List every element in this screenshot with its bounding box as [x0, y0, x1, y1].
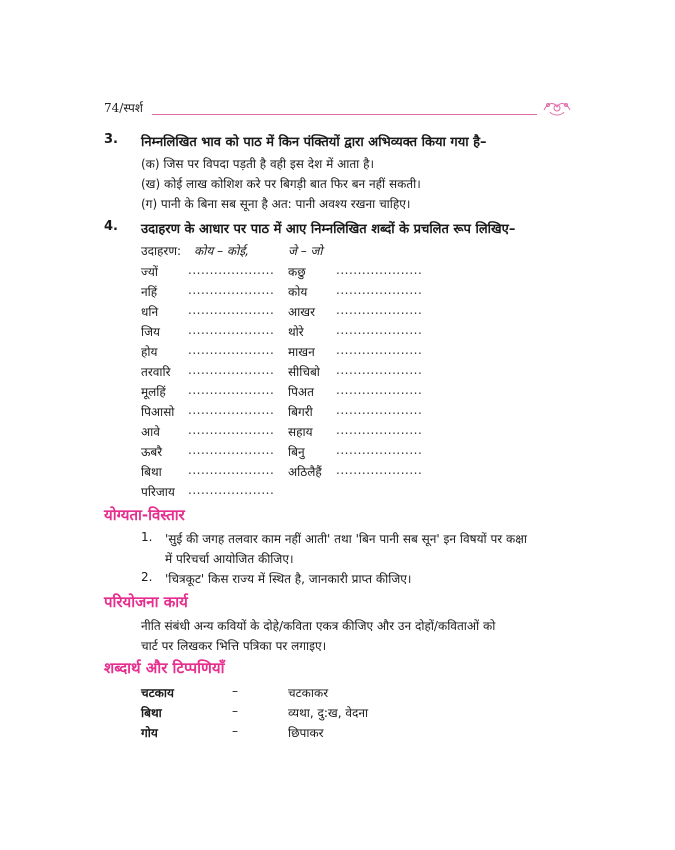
pariyojana-line-2: चार्ट पर लिखकर भित्ति पत्रिका पर लगाइए।	[141, 639, 327, 653]
glossary-word: चटकाय	[141, 686, 174, 700]
q3-item-kha: (ख) कोई लाख कोशिश करे पर बिगड़ी बात फिर बन नहीं सकती।	[141, 177, 421, 191]
word-left: तरवारि	[141, 365, 171, 379]
yogyata-item-number: 2.	[141, 570, 153, 584]
word-right: कछु	[288, 265, 306, 279]
glossary-word: बिथा	[141, 706, 162, 720]
question-4-text: उदाहरण के आधार पर पाठ में आए निम्नलिखित शब्दों के प्रचलित रूप लिखिए–	[141, 222, 516, 237]
example-2: जे – जो	[288, 244, 323, 258]
answer-blank: ....................	[336, 323, 423, 337]
answer-blank: ....................	[336, 383, 423, 397]
question-4-number: 4.	[104, 219, 118, 234]
answer-blank: ....................	[336, 263, 423, 277]
pariyojana-line-1: नीति संबंधी अन्य कवियों के दोहे/कविता एकत्र कीजिए और उन दोहों/कविताओं को	[141, 619, 496, 633]
word-right: सीचिबो	[288, 365, 320, 379]
word-right: थोरे	[288, 325, 304, 339]
word-right: बिगरी	[288, 405, 313, 419]
answer-blank: ....................	[336, 463, 423, 477]
header-rule	[152, 114, 537, 115]
word-left: जिय	[141, 325, 160, 339]
yogyata-item-1-line-1: 'सुई की जगह तलवार काम नहीं आती' तथा 'बिन पानी सब सून' इन विषयों पर कक्षा	[165, 532, 527, 546]
answer-blank: ....................	[188, 323, 275, 337]
answer-blank: ....................	[336, 283, 423, 297]
glossary-dash: –	[232, 724, 238, 738]
q3-item-ga: (ग) पानी के बिना सब सूना है अत: पानी अवश्य रखना चाहिए।	[141, 197, 411, 211]
glossary-meaning: व्यथा, दु:ख, वेदना	[288, 706, 369, 720]
answer-blank: ....................	[188, 263, 275, 277]
yogyata-item-1-line-2: में परिचर्चा आयोजित कीजिए।	[165, 552, 294, 566]
glossary-word: गोय	[141, 726, 158, 740]
word-left: नहिं	[141, 285, 158, 299]
yogyata-item-2-line-1: 'चित्रकूट' किस राज्य में स्थित है, जानकारी प्राप्त कीजिए।	[165, 572, 412, 586]
answer-blank: ....................	[188, 383, 275, 397]
glossary-dash: –	[232, 684, 238, 698]
yogyata-item-number: 1.	[141, 530, 153, 544]
answer-blank: ....................	[188, 443, 275, 457]
question-3-text: निम्नलिखित भाव को पाठ में किन पंक्तियों द्वारा अभिव्यक्त किया गया है–	[141, 135, 487, 150]
word-left: ऊबरै	[141, 445, 163, 459]
answer-blank: ....................	[188, 343, 275, 357]
word-right: सहाय	[288, 425, 313, 439]
answer-blank: ....................	[336, 443, 423, 457]
word-left: बिथा	[141, 465, 162, 479]
pariyojana-karya-heading: परियोजना कार्य	[104, 593, 188, 611]
answer-blank: ....................	[188, 303, 275, 317]
word-right: कोय	[288, 285, 308, 299]
word-right: बिनु	[288, 445, 305, 459]
flower-ornament-icon	[540, 96, 574, 122]
page-number-header: 74/स्पर्श	[104, 101, 143, 115]
answer-blank: ....................	[188, 403, 275, 417]
answer-blank: ....................	[188, 363, 275, 377]
word-right: आखर	[288, 305, 315, 319]
answer-blank: ....................	[188, 463, 275, 477]
word-left: मूलहिं	[141, 385, 166, 399]
yogyata-vistar-heading: योग्यता-विस्तार	[104, 506, 185, 524]
glossary-meaning: चटकाकर	[288, 686, 329, 700]
example-1: कोय – कोई,	[194, 244, 249, 258]
answer-blank: ....................	[188, 283, 275, 297]
answer-blank: ....................	[188, 483, 275, 497]
word-right: माखन	[288, 345, 315, 359]
answer-blank: ....................	[336, 363, 423, 377]
glossary-meaning: छिपाकर	[288, 726, 324, 740]
question-3-number: 3.	[104, 132, 118, 147]
answer-blank: ....................	[336, 303, 423, 317]
word-left: होय	[141, 345, 158, 359]
q3-item-ka: (क) जिस पर विपदा पड़ती है वही इस देश में आता है।	[141, 157, 375, 171]
word-left: पिआसो	[141, 405, 175, 419]
word-right: अठिलैहैं	[288, 465, 322, 479]
glossary-heading: शब्दार्थ और टिप्पणियाँ	[104, 659, 225, 677]
example-label: उदाहरण:	[141, 244, 182, 258]
glossary-dash: –	[232, 704, 238, 718]
answer-blank: ....................	[188, 423, 275, 437]
answer-blank: ....................	[336, 423, 423, 437]
word-left: धनि	[141, 305, 159, 319]
word-right: पिअत	[288, 385, 314, 399]
answer-blank: ....................	[336, 403, 423, 417]
word-left: परिजाय	[141, 485, 175, 499]
word-left: ज्यों	[141, 265, 158, 279]
word-left: आवे	[141, 425, 160, 439]
answer-blank: ....................	[336, 343, 423, 357]
